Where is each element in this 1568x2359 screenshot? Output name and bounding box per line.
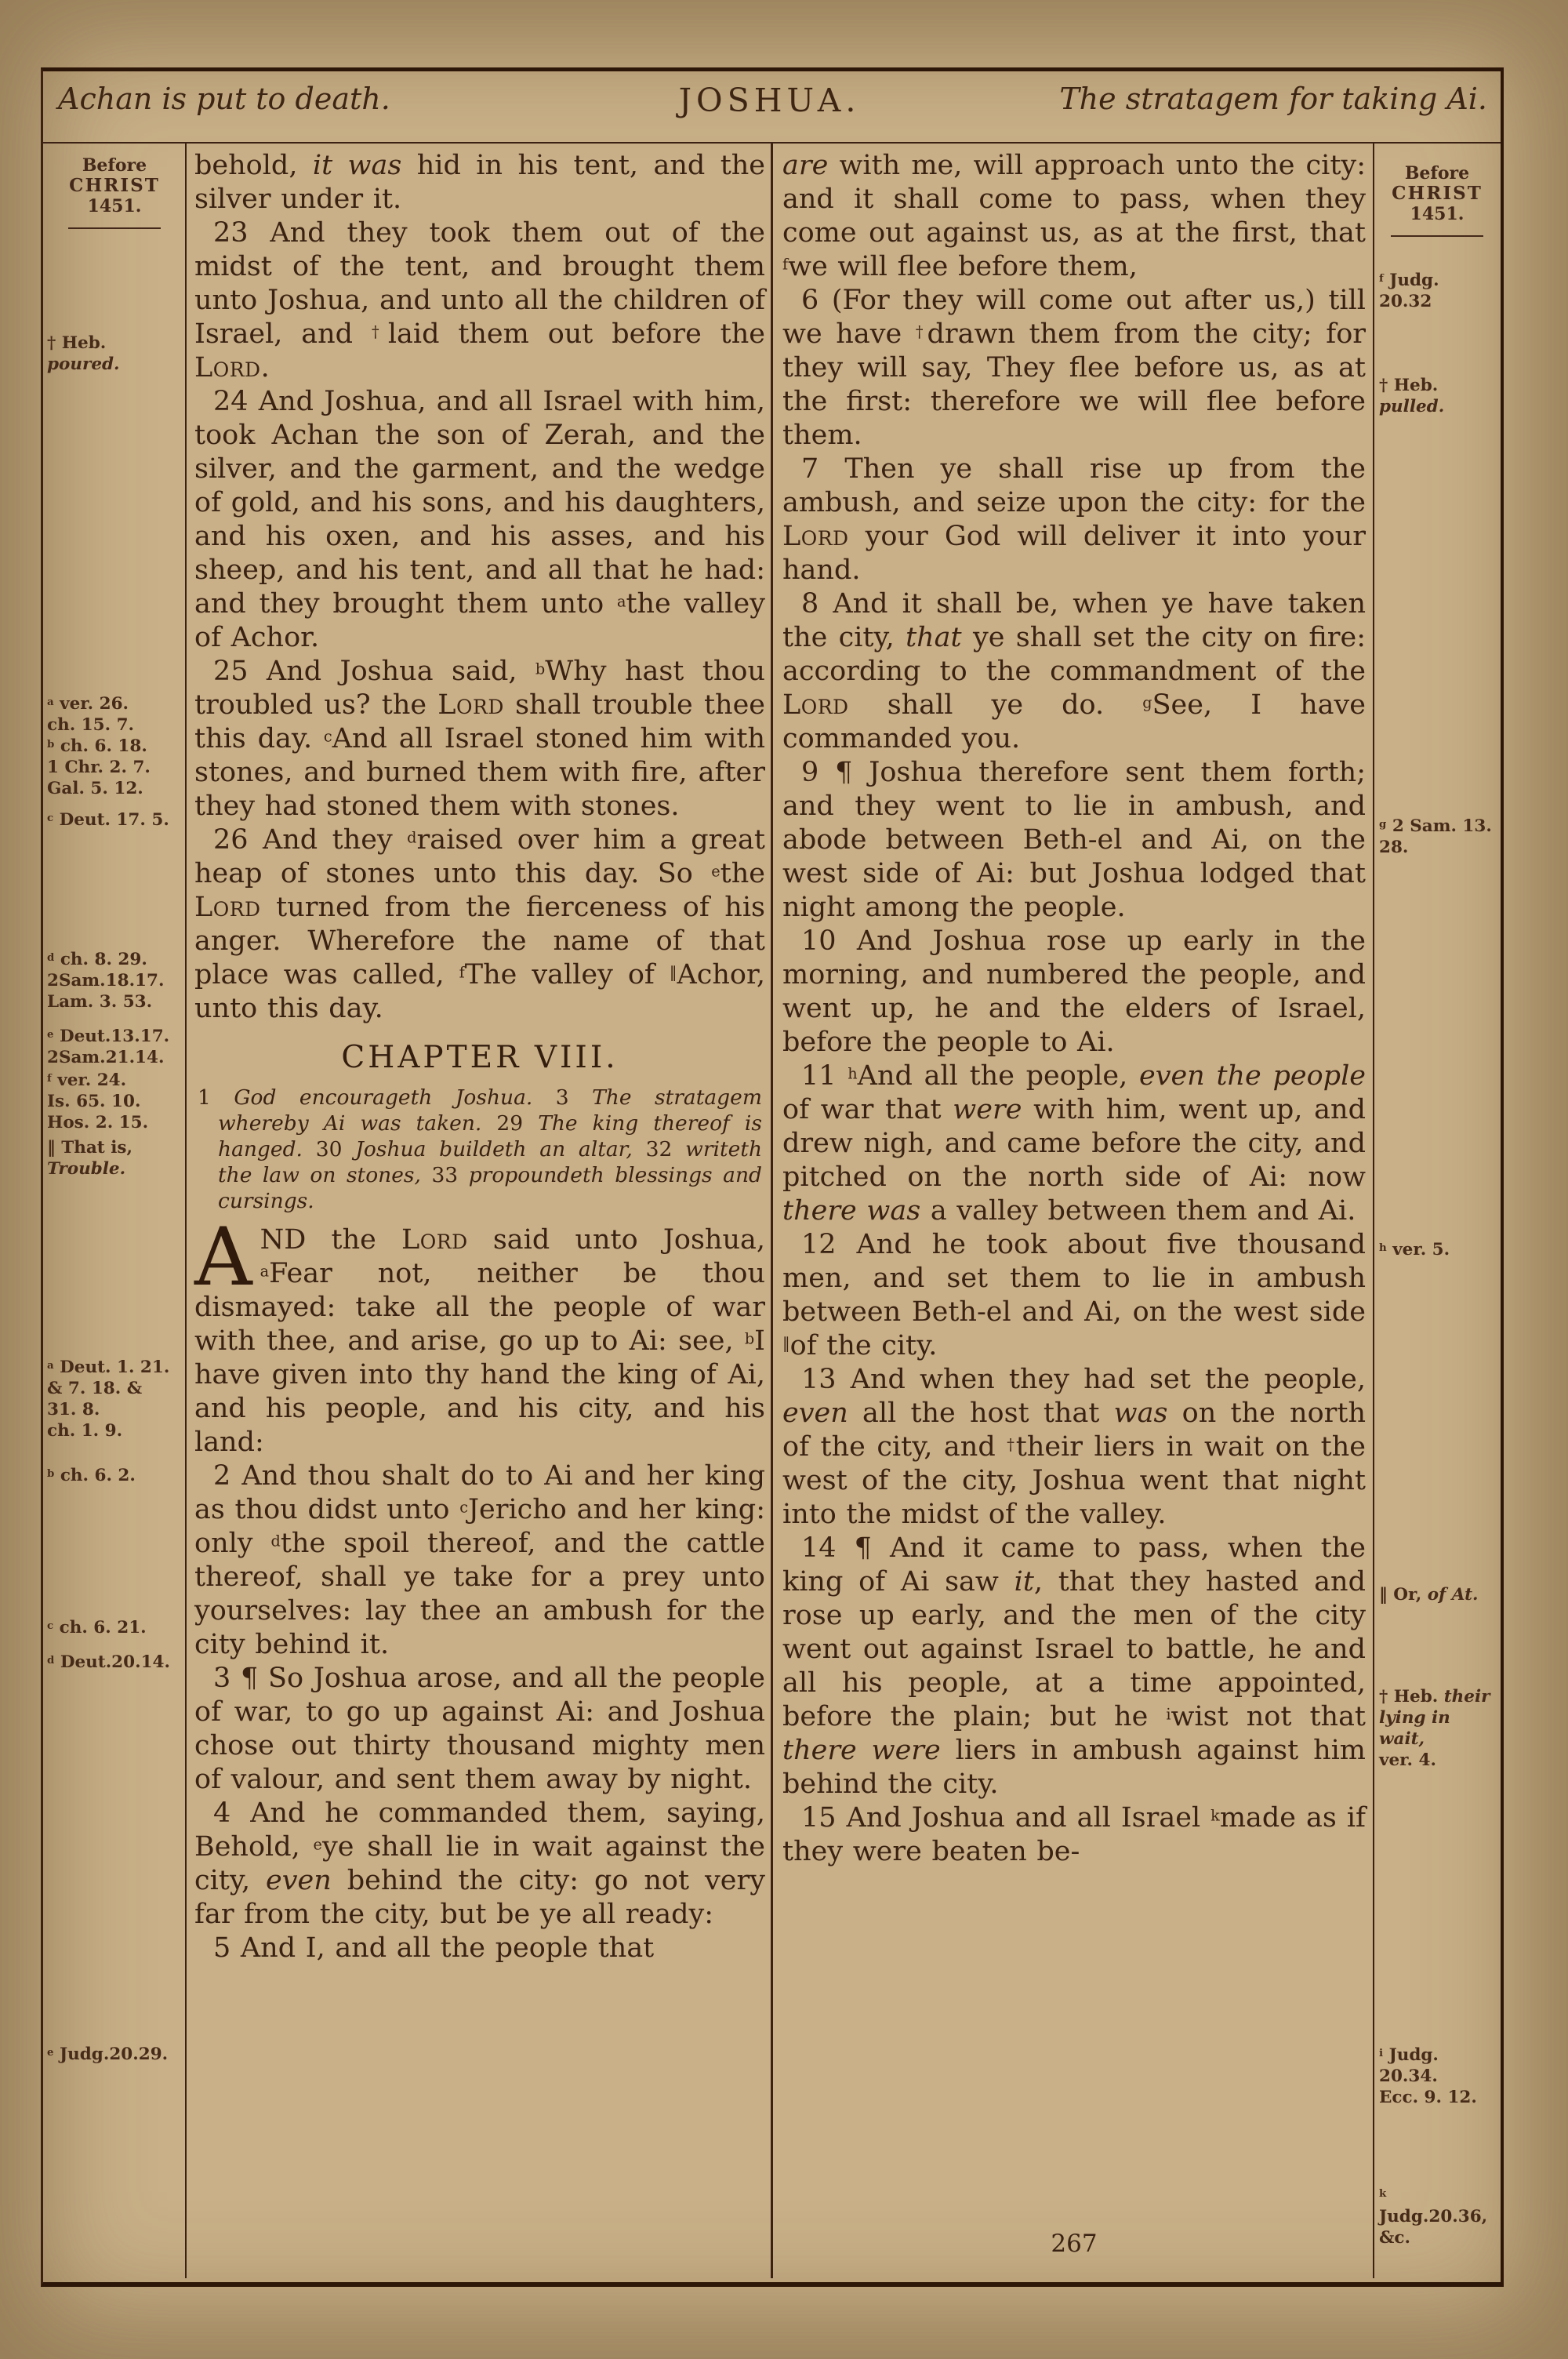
verse-12: 12 And he took about five thousand men, and set them to lie in ambush between Beth-el and Ai, on the west side ‖of the city. <box>782 1229 1366 1361</box>
verse-10: 10 And Joshua rose up early in the morning, and numbered the people, and went up, he and the elders of Israel, before the people to Ai. <box>782 925 1366 1058</box>
margin-note: $^a$ ver. 26. ch. 15. 7. <box>47 694 135 735</box>
margin-note: ‖ Or, of At. <box>1379 1585 1479 1605</box>
verse-9: 9 ¶ Joshua therefore sent them forth; and they went to lie in ambush, and abode between Beth-el and Ai, on the west side of Ai: but Joshua lodged that night among the people. <box>782 757 1366 923</box>
margin-note: $^d$ ch. 8. 29. 2Sam.18.17. Lam. 3. 53. <box>47 950 165 1012</box>
bc-left-line2: CHRIST <box>69 175 160 196</box>
verse-1 <box>194 1211 765 1459</box>
margin-note: $^f$ ver. 24. Is. 65. 10. Hos. 2. 15. <box>47 1070 149 1132</box>
margin-note: $^f$ Judg. 20.32 <box>1379 271 1439 311</box>
chapter-summary: 1 God encourageth Joshua. 3 The stratagem whereby Ai was taken. 29 The king thereof is hanged. 30 Joshua buildeth an altar, 32 writeth the law on stones, 33 propoundeth blessings and cursings. <box>198 1085 763 1213</box>
bc-right-line2: CHRIST <box>1392 183 1483 204</box>
bc-left-line3: 1451. <box>87 196 142 216</box>
margin-note: † Heb. their lying in wait, ver. 4. <box>1379 1687 1490 1770</box>
verse-7: 7 Then ye shall rise up from the ambush, and seize upon the city: for the Lord your God will deliver it into your hand. <box>782 453 1366 586</box>
bc-right-line3: 1451. <box>1410 204 1465 224</box>
verse-11: 11 $^h$And all the people, even the people of war that were with him, went up, and drew nigh, and came before the city, and pitched on the north side of Ai: now there was a valley between them and Ai. <box>782 1060 1366 1227</box>
chapter-heading: CHAPTER VIII. <box>341 1040 619 1075</box>
running-head-right: The stratagem for taking Ai. <box>1059 82 1487 116</box>
margin-note: $^a$ Deut. 1. 21. & 7. 18. & 31. 8. ch. 1. 9. <box>47 1358 170 1441</box>
margin-note: $^b$ ch. 6. 2. <box>47 1466 136 1485</box>
bc-left-rule <box>68 227 161 229</box>
right-margin-rule <box>1373 144 1374 2278</box>
verse-5-continuation: are with me, will approach unto the city: and it shall come to pass, when they come out against us, as at the first, that $^f$we will flee before them, <box>782 150 1366 282</box>
verse-13: 13 And when they had set the people, even all the host that was on the north of the city, and †their liers in wait on the west of the city, Joshua went that night into the midst of the valley. <box>782 1364 1367 1530</box>
margin-note: $^k$ Judg.20.36, &c. <box>1379 2186 1488 2248</box>
margin-note: $^e$ Deut.13.17. 2Sam.21.14. <box>47 1027 170 1067</box>
verse-24: 24 And Joshua, and all Israel with him, took Achan the son of Zerah, and the silver, and the garment, and the wedge of gold, and his sons, and his daughters, and his oxen, and his asses, and his sheep, and his tent, and all that he had: and they brought them unto $^a$the valley of Achor. <box>194 386 765 653</box>
margin-note: $^h$ ver. 5. <box>1379 1240 1450 1259</box>
verse-22-continuation: behold, it was hid in his tent, and the silver under it. <box>194 150 766 215</box>
before-christ-left <box>45 155 183 229</box>
verse-8: 8 And it shall be, when ye have taken the city, that ye shall set the city on fire: according to the commandment of the Lord shall ye do. $^g$See, I have commanded you. <box>782 588 1367 754</box>
verse-4: 4 And he commanded them, saying, Behold, $^e$ye shall lie in wait against the city, even behind the city: go not very far from the city, but be ye all ready: <box>194 1797 765 1930</box>
margin-note: $^c$ Deut. 17. 5. <box>47 810 169 830</box>
margin-note: † Heb. pulled. <box>1379 376 1445 416</box>
margin-note: ‖ That is, Trouble. <box>47 1138 132 1179</box>
verse-3: 3 ¶ So Joshua arose, and all the people of war, to go up against Ai: and Joshua chose out thirty thousand mighty men of valour, and sent them away by night. <box>194 1663 765 1795</box>
bc-right-line1: Before <box>1404 163 1470 184</box>
text-column-right <box>782 149 1366 1869</box>
verse-23: 23 And they took them out of the midst of the tent, and brought them unto Joshua, and unto all the children of Israel, and †laid them out before the Lord. <box>194 217 765 383</box>
margin-note: $^d$ Deut.20.14. <box>47 1652 170 1672</box>
before-christ-right <box>1377 163 1497 237</box>
verse-2: 2 And thou shalt do to Ai and her king as thou didst unto $^c$Jericho and her king: only $^d$the spoil thereof, and the cattle thereof, shall ye take for a prey unto yourselves: lay thee an ambush for the city behind it. <box>194 1460 765 1660</box>
center-column-rule <box>771 144 773 2278</box>
bc-right-rule <box>1391 235 1483 237</box>
page-number: 267 <box>1051 2230 1098 2258</box>
verse-5: 5 And I, and all the people that <box>213 1932 655 1964</box>
verse-15: 15 And Joshua and all Israel $^k$made as if they were beaten be- <box>782 1802 1367 1867</box>
running-head-left: Achan is put to death. <box>58 82 390 116</box>
margin-note: † Heb. poured. <box>47 333 120 374</box>
verse-6: 6 (For they will come out after us,) till we have †drawn them from the city; for they will say, They flee before us, as at the first: therefore we will flee before them. <box>782 285 1366 451</box>
text-column-left <box>194 149 765 1965</box>
running-head-title: JOSHUA. <box>678 82 861 119</box>
verse-26: 26 And they $^d$raised over him a great heap of stones unto this day. So $^e$the Lord turned from the fierceness of his anger. Wherefore the name of that place was called, $^f$The valley of ‖Achor, unto this day. <box>194 824 766 1024</box>
left-margin-rule <box>185 144 187 2278</box>
verse-25: 25 And Joshua said, $^b$Why hast thou troubled us? the Lord shall trouble thee this day. $^c$And all Israel stoned him with stones, and burned them with fire, after they had stoned them with stones. <box>194 656 765 822</box>
margin-note: $^g$ 2 Sam. 13. 28. <box>1379 816 1492 857</box>
verse-14: 14 ¶ And it came to pass, when the king of Ai saw it, that they hasted and rose up early, and the men of the city went out against Israel to battle, he and all his people, at a time appointed, before the plain; but he $^i$wist not that there were liers in ambush against him behind the city. <box>782 1532 1366 1800</box>
bc-left-line1: Before <box>82 155 147 176</box>
margin-note: $^i$ Judg. 20.34. Ecc. 9. 12. <box>1379 2045 1477 2107</box>
margin-note: $^e$ Judg.20.29. <box>47 2045 169 2064</box>
margin-note: $^c$ ch. 6. 21. <box>47 1618 147 1637</box>
margin-note: $^b$ ch. 6. 18. 1 Chr. 2. 7. Gal. 5. 12. <box>47 736 151 798</box>
verse-1-text: ND the Lord said unto Joshua, $^a$Fear not, neither be thou dismayed: take all the people of war with thee, and arise, go up to Ai: see, $^b$I have given into thy hand the king of Ai, and his people, and his city, and his land: <box>194 1224 765 1458</box>
dropcap-letter: A <box>194 1211 252 1304</box>
